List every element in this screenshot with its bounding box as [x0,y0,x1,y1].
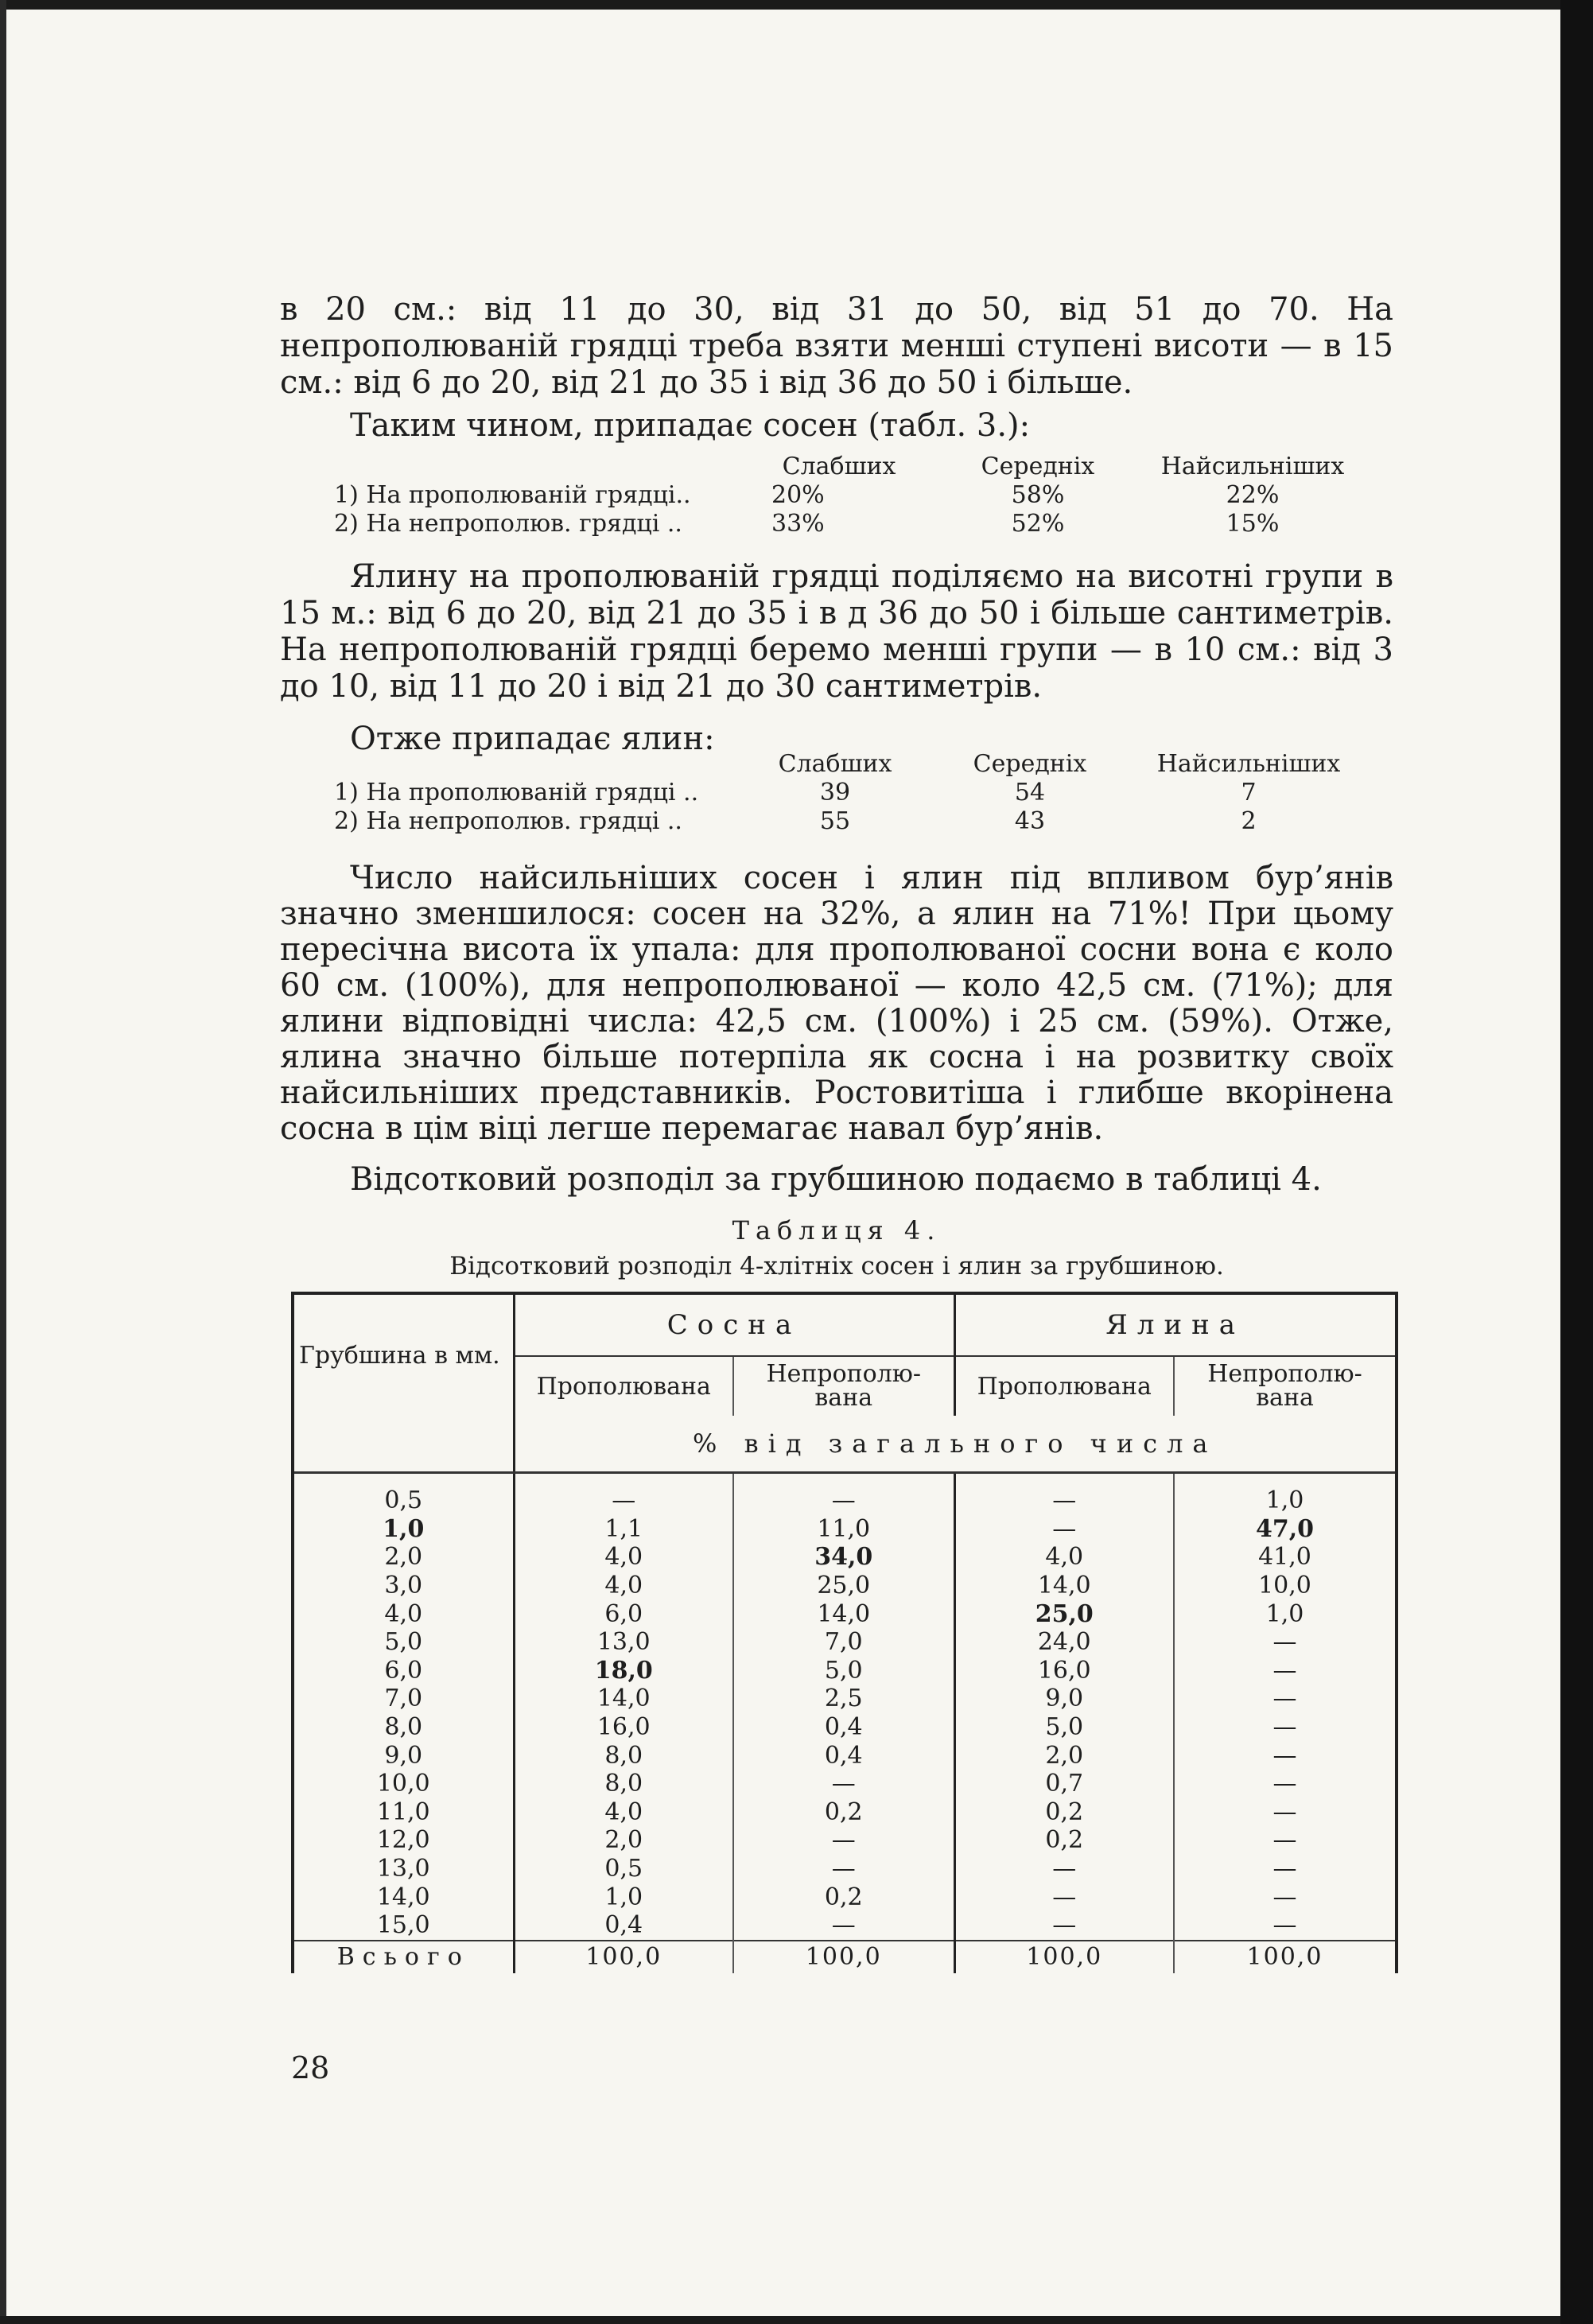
percent-cell: 1,0 [1174,1599,1397,1628]
table-row [293,1770,1397,1798]
percent-cell: — [1174,1657,1397,1685]
percent-cell: 0,2 [733,1883,954,1911]
percent-cell: — [1174,1628,1397,1657]
percent-cell: 6,0 [514,1599,733,1628]
value-cell: 52% [1011,509,1065,538]
header-medium: Середніх [973,749,1087,778]
row-label: 2) На непрополюв. грядці .. [334,509,682,538]
percent-cell: — [954,1473,1174,1515]
thickness-cell: 15,0 [293,1911,514,1941]
thickness-column-header: Грубшина в мм. [293,1293,514,1416]
pine-summary-row [334,509,1368,538]
percent-cell: — [954,1883,1174,1911]
percent-cell: 25,0 [733,1572,954,1600]
thickness-cell: 8,0 [293,1713,514,1742]
header-weak: Слабших [782,452,896,480]
value-cell: 20% [771,480,825,509]
percent-cell: 14,0 [733,1599,954,1628]
table-row [293,1543,1397,1572]
value-cell: 33% [771,509,825,538]
percent-cell: 0,2 [733,1798,954,1827]
value-cell: 15% [1226,509,1280,538]
value-cell: 22% [1226,480,1280,509]
percent-cell: — [1174,1798,1397,1827]
percent-cell: — [1174,1770,1397,1798]
percent-cell: 14,0 [514,1685,733,1713]
percent-cell: — [733,1855,954,1883]
spruce-summary-table [334,749,1368,835]
value-cell: 54 [1014,778,1046,806]
percent-cell: 4,0 [514,1572,733,1600]
paragraph-analysis: Число найсильніших сосен і ялин під впливом бур’янів значно зменшилося: сосен на 32%, а ялин на 71%! При цьому пересічна висота їх упала: для прополюваної сосни вона є коло 60 см. (100%), для непрополюваної — коло 42,5 см. (71%); для ялини відповідні числа: 42,5 см. (100%) і 25 см. (59%). Отже, ялина значно більше потерпіла як сосна і на розвитку своїх найсильніших представників. Ростовитіша і глибше вкорінена сосна в цім віці легше перемагає навал бур’янів. [280,860,1393,1147]
table-row [293,1855,1397,1883]
table-row [293,1657,1397,1685]
percent-cell: — [1174,1685,1397,1713]
percent-cell: — [1174,1741,1397,1770]
thickness-cell: 4,0 [293,1599,514,1628]
percent-cell: 1,0 [1174,1473,1397,1515]
total-cell: 100,0 [733,1941,954,1973]
percent-cell: — [954,1515,1174,1544]
thickness-cell: 6,0 [293,1657,514,1685]
percent-cell: 4,0 [514,1798,733,1827]
percent-cell: 10,0 [1174,1572,1397,1600]
percent-cell: 13,0 [514,1628,733,1657]
percent-cell: 5,0 [954,1713,1174,1742]
row-label: 1) На прополюваній грядці .. [334,778,699,806]
paragraph-pine-intro: Таким чином, припадає сосен (табл. 3.): [350,407,1031,444]
total-row [293,1941,1397,1973]
paragraph-spruce-groups: Ялину на прополюваній грядці поділяємо на висотні групи в 15 м.: від 6 до 20, від 21 до 35 і в д 36 до 50 і більше сантиметрів. На непрополюваній грядці беремо менші групи — в 10 см.: від 3 до 10, від 11 до 20 і від 21 до 30 сантиметрів. [280,558,1393,705]
percent-cell: 47,0 [1174,1515,1397,1544]
percent-cell: 0,5 [514,1855,733,1883]
value-cell: 7 [1241,778,1257,806]
table-title: Таблиця 4. [732,1215,942,1246]
percent-cell: — [514,1473,733,1515]
percent-cell: — [1174,1883,1397,1911]
thickness-cell: 11,0 [293,1798,514,1827]
percent-cell: 0,2 [954,1826,1174,1855]
header-weak: Слабших [778,749,892,778]
percent-cell: — [954,1911,1174,1941]
page-number: 28 [291,2050,330,2085]
thickness-cell: 10,0 [293,1770,514,1798]
table-row [293,1911,1397,1941]
percent-cell: 41,0 [1174,1543,1397,1572]
table-row [293,1713,1397,1742]
percent-cell: — [733,1770,954,1798]
value-cell: 39 [819,778,851,806]
percent-cell: 25,0 [954,1599,1174,1628]
header-strong: Найсильніших [1160,452,1345,480]
value-cell: 2 [1241,806,1257,835]
paragraph-spruce-intro: Отже припадає ялин: [350,721,715,757]
percent-cell: — [954,1855,1174,1883]
value-cell: 43 [1014,806,1046,835]
total-cell: 100,0 [1174,1941,1397,1973]
percent-cell: 4,0 [954,1543,1174,1572]
percent-cell: 1,0 [514,1883,733,1911]
total-cell: 100,0 [514,1941,733,1973]
percent-cell: 14,0 [954,1572,1174,1600]
table-row [293,1572,1397,1600]
percent-cell: 4,0 [514,1543,733,1572]
percent-cell: — [733,1911,954,1941]
percent-cell: 9,0 [954,1685,1174,1713]
table-subtitle: Відсотковий розподіл 4-хлітніх сосен і ялин за грубшиною. [449,1252,1224,1281]
thickness-cell: 2,0 [293,1543,514,1572]
value-cell: 58% [1011,480,1065,509]
thickness-cell: 5,0 [293,1628,514,1657]
percent-cell: 16,0 [514,1713,733,1742]
thickness-distribution-table [291,1292,1398,1973]
thickness-cell: 13,0 [293,1855,514,1883]
table-row [293,1883,1397,1911]
spruce-weeded-header: Прополювана [954,1356,1174,1416]
percent-cell: 11,0 [733,1515,954,1544]
percent-cell: 24,0 [954,1628,1174,1657]
table-row [293,1826,1397,1855]
percent-cell: 7,0 [733,1628,954,1657]
spruce-group-header: Ялина [954,1293,1397,1356]
spruce-summary-row [334,806,1368,835]
paragraph-table-intro: Відсотковий розподіл за грубшиною подаємо в таблиці 4. [350,1161,1322,1198]
thickness-cell: 3,0 [293,1572,514,1600]
percent-cell: 0,4 [514,1911,733,1941]
percent-cell: — [1174,1713,1397,1742]
paragraph-height-groups: в 20 см.: від 11 до 30, від 31 до 50, від 51 до 70. На непрополюваній грядці треба взяти менші ступені висоти — в 15 см.: від 6 до 20, від 21 до 35 і від 36 до 50 і більше. [280,291,1393,401]
percent-cell: 2,0 [514,1826,733,1855]
percent-cell: 0,4 [733,1741,954,1770]
pine-summary-row [334,480,1368,509]
percent-cell: 34,0 [733,1543,954,1572]
thickness-cell: 14,0 [293,1883,514,1911]
header-medium: Середніх [981,452,1095,480]
thickness-cell: 0,5 [293,1473,514,1515]
pine-group-header: Сосна [514,1293,954,1356]
percent-cell: 18,0 [514,1657,733,1685]
table-row [293,1599,1397,1628]
table-row [293,1685,1397,1713]
row-label: 2) На непрополюв. грядці .. [334,806,682,835]
spruce-summary-header [334,749,1368,778]
percent-cell: 16,0 [954,1657,1174,1685]
pine-summary-table [334,452,1368,538]
pine-weeded-header: Прополювана [514,1356,733,1416]
table-row [293,1473,1397,1515]
table-row [293,1741,1397,1770]
thickness-cell: 9,0 [293,1741,514,1770]
table-body [293,1473,1397,1973]
percent-cell: 0,2 [954,1798,1174,1827]
pine-unweeded-header: Непрополю- вана [733,1356,954,1416]
percent-cell: — [733,1473,954,1515]
percent-cell: — [1174,1826,1397,1855]
percent-cell: 8,0 [514,1770,733,1798]
table-row [293,1628,1397,1657]
percent-cell: 0,4 [733,1713,954,1742]
spruce-unweeded-header: Непрополю- вана [1174,1356,1397,1416]
percent-cell: 1,1 [514,1515,733,1544]
thickness-cell: 12,0 [293,1826,514,1855]
scan-edge [1560,0,1593,2324]
percent-cell: 0,7 [954,1770,1174,1798]
percent-cell: — [733,1826,954,1855]
row-label: 1) На прополюваній грядці.. [334,480,691,509]
percent-cell: — [1174,1855,1397,1883]
percent-cell: 8,0 [514,1741,733,1770]
percent-cell: 2,5 [733,1685,954,1713]
percent-cell: — [1174,1911,1397,1941]
thickness-cell: 7,0 [293,1685,514,1713]
total-cell: 100,0 [954,1941,1174,1973]
spruce-summary-row [334,778,1368,806]
table-row [293,1515,1397,1544]
percent-header: % від загального числа [514,1416,1397,1473]
pine-summary-header [334,452,1368,480]
thickness-cell: 1,0 [293,1515,514,1544]
table-row [293,1798,1397,1827]
header-strong: Найсильніших [1156,749,1341,778]
percent-cell: 5,0 [733,1657,954,1685]
value-cell: 55 [819,806,851,835]
percent-cell: 2,0 [954,1741,1174,1770]
total-label: Всього [293,1941,514,1973]
